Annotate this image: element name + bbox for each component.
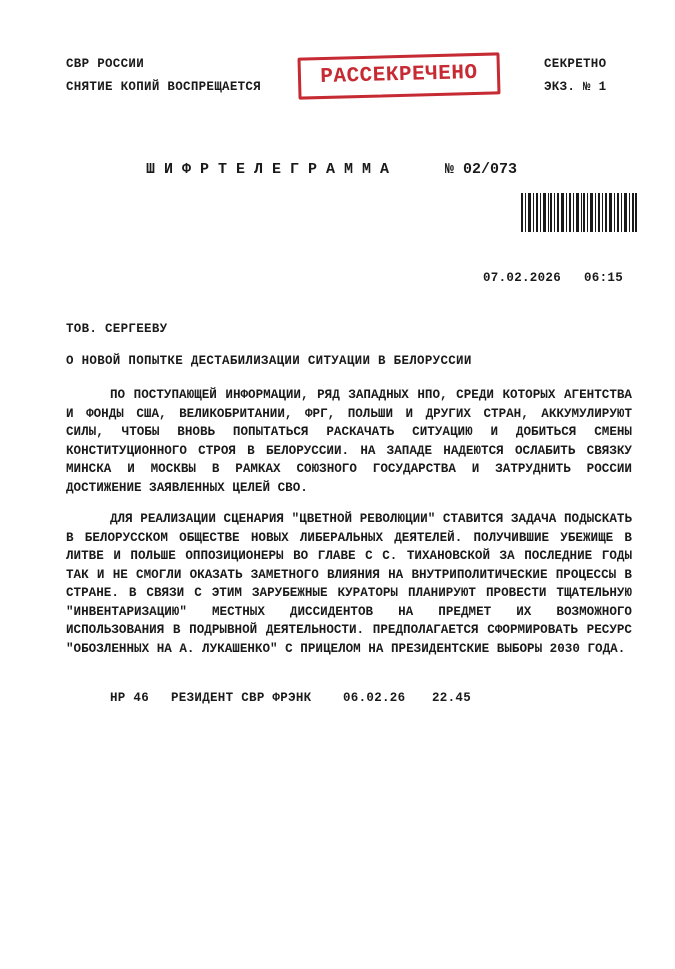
body-paragraph-2: ДЛЯ РЕАЛИЗАЦИИ СЦЕНАРИЯ "ЦВЕТНОЙ РЕВОЛЮЦИИ" СТАВИТСЯ ЗАДАЧА ПОДЫСКАТЬ В БЕЛОРУССКОМ ОБЩЕСТВЕ НОВЫХ ЛИБЕРАЛЬНЫХ ДЕЯТЕЛЕЙ. ПОЛУЧИВШИЕ УБЕЖИЩЕ В ЛИТВЕ И ПОЛЬШЕ ОППОЗИЦИОНЕРЫ ВО ГЛАВЕ С С. ТИХАНОВСКОЙ ЗА ПОСЛЕДНИЕ ГОДЫ ТАК И НЕ СМОГЛИ ОКАЗАТЬ ЗАМЕТНОГО ВЛИЯНИЯ НА ВНУТРИПОЛИТИЧЕСКИЕ ПРОЦЕССЫ В СТРАНЕ. В СВЯЗИ С ЭТИМ ЗАРУБЕЖНЫЕ КУРАТОРЫ ПЛАНИРУЮТ ПРОВЕСТИ ТЩАТЕЛЬНУЮ "ИНВЕНТАРИЗАЦИЮ" МЕСТНЫХ ДИССИДЕНТОВ НА ПРЕДМЕТ ИХ ВОЗМОЖНОГО ИСПОЛЬЗОВАНИЯ В ПОДРЫВНОЙ ДЕЯТЕЛЬНОСТИ. ПРЕДПОЛАГАЕТСЯ СФОРМИРОВАТЬ РЕСУРС "ОБОЗЛЕННЫХ НА А. ЛУКАШЕНКО" С ПРИЦЕЛОМ НА ПРЕЗИДЕНТСКИЕ ВЫБОРЫ 2030 ГОДА. bbox=[66, 512, 632, 656]
dispatch-time: 06:15 bbox=[584, 271, 624, 285]
body-paragraph-1: ПО ПОСТУПАЮЩЕЙ ИНФОРМАЦИИ, РЯД ЗАПАДНЫХ НПО, СРЕДИ КОТОРЫХ АГЕНТСТВА И ФОНДЫ США, ВЕЛИКОБРИТАНИИ, ФРГ, ПОЛЬШИ И ДРУГИХ СТРАН, АККУМУЛИРУЮТ СИЛЫ, ЧТОБЫ ВНОВЬ ПОПЫТАТЬСЯ РАСКАЧАТЬ СИТУАЦИЮ И ДОБИТЬСЯ СМЕНЫ КОНСТИТУЦИОННОГО СТРОЯ В БЕЛОРУССИИ. НА ЗАПАДЕ НАДЕЮТСЯ ОСЛАБИТЬ СВЯЗКУ МИНСКА И МОСКВЫ В РАМКАХ СОЮЗНОГО ГОСУДАРСТВА И ЗАТРУДНИТЬ РОССИИ ДОСТИЖЕНИЕ ЗАЯВЛЕННЫХ ЦЕЛЕЙ СВО. bbox=[66, 388, 632, 495]
agency-label: СВР РОССИИ bbox=[66, 57, 145, 71]
barcode-icon bbox=[521, 193, 637, 232]
document-title: ШИФРТЕЛЕГРАММА bbox=[146, 161, 399, 178]
signature-nr: НР 46 bbox=[110, 691, 150, 705]
declassified-stamp bbox=[297, 52, 500, 99]
subject-line: О НОВОЙ ПОПЫТКЕ ДЕСТАБИЛИЗАЦИИ СИТУАЦИИ В БЕЛОРУССИИ bbox=[66, 354, 472, 368]
signature-time: 22.45 bbox=[432, 691, 472, 705]
copy-number-label: ЭКЗ. № 1 bbox=[544, 80, 607, 94]
copy-prohibited-label: СНЯТИЕ КОПИЙ ВОСПРЕЩАЕТСЯ bbox=[66, 80, 262, 94]
classification-label: СЕКРЕТНО bbox=[544, 57, 607, 71]
signature-sender: РЕЗИДЕНТ СВР ФРЭНК bbox=[171, 691, 312, 705]
stamp-text: РАССЕКРЕЧЕНО bbox=[320, 61, 478, 90]
signature-date: 06.02.26 bbox=[343, 691, 406, 705]
dispatch-date: 07.02.2026 bbox=[483, 271, 562, 285]
addressee: ТОВ. СЕРГЕЕВУ bbox=[66, 322, 168, 336]
document-number: № 02/073 bbox=[445, 161, 518, 178]
